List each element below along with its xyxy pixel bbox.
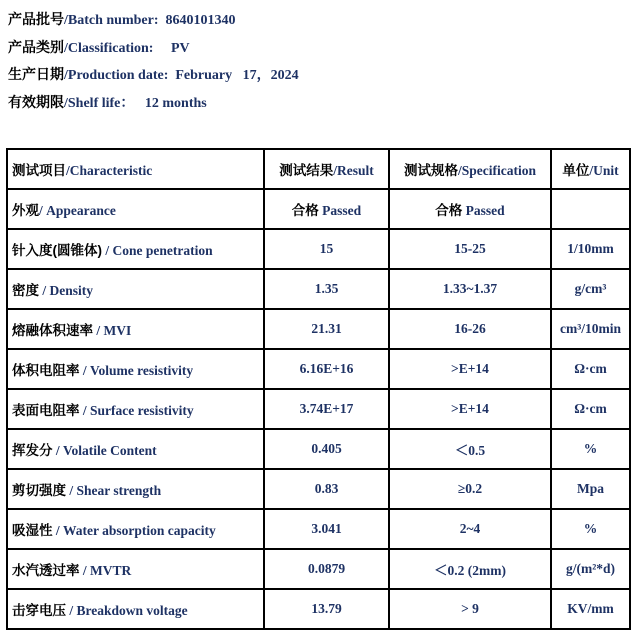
specification-cell [389, 229, 551, 269]
batch-number-line [8, 6, 299, 34]
characteristic-cell [7, 509, 264, 549]
characteristic-en: / Volatile Content [52, 443, 157, 458]
characteristic-zh: 针入度(圆锥体) [12, 243, 102, 258]
specification-cell [389, 389, 551, 429]
characteristic-cell [7, 589, 264, 629]
specification-value: >E+14 [451, 361, 489, 376]
unit-value: cm³/10min [559, 321, 622, 336]
test-results-table [6, 148, 631, 630]
result-value: 15 [319, 241, 334, 256]
unit-value: % [583, 521, 598, 536]
characteristic-zh: 击穿电压 [12, 603, 66, 618]
specification-cell [389, 429, 551, 469]
specification-cell [389, 589, 551, 629]
shelf-life-value: 12 months [144, 95, 207, 111]
unit-cell [551, 589, 630, 629]
characteristic-zh: 外观 [12, 203, 39, 218]
unit-cell [551, 469, 630, 509]
col-header-specification [389, 149, 551, 189]
table-row [7, 389, 630, 429]
col-header-result-zh: 测试结果 [279, 163, 334, 178]
specification-zh: 合格 [435, 203, 463, 218]
production-date-label-en: /Production date: [64, 68, 176, 83]
col-header-characteristic-en: /Characteristic [66, 163, 153, 178]
unit-cell [551, 549, 630, 589]
result-value: 13.79 [311, 601, 342, 616]
result-cell [264, 349, 389, 389]
unit-value: % [583, 441, 598, 456]
characteristic-cell [7, 429, 264, 469]
table-row [7, 429, 630, 469]
characteristic-cell [7, 389, 264, 429]
unit-cell [551, 229, 630, 269]
result-zh: 合格 [291, 203, 319, 218]
specification-value: 16-26 [454, 321, 486, 336]
result-cell [264, 309, 389, 349]
unit-value: g/cm³ [574, 281, 607, 296]
unit-value: g/(m²*d) [565, 561, 616, 576]
characteristic-zh: 表面电阻率 [12, 403, 80, 418]
document-header [8, 6, 299, 116]
production-date-value: February 17，2024 [175, 68, 299, 83]
unit-value: Ω·cm [574, 361, 607, 376]
result-value: 0.0879 [307, 561, 346, 576]
characteristic-zh: 挥发分 [12, 443, 53, 458]
specification-value: 15-25 [454, 241, 486, 256]
specification-cell [389, 309, 551, 349]
result-cell [264, 469, 389, 509]
specification-cell [389, 469, 551, 509]
characteristic-en: / MVI [93, 323, 132, 338]
specification-value: 2~4 [459, 521, 481, 536]
shelf-life-line [8, 89, 299, 117]
characteristic-en: / Surface resistivity [79, 403, 194, 418]
table-row [7, 589, 630, 629]
result-value: 3.041 [311, 521, 342, 536]
table-row [7, 549, 630, 589]
characteristic-zh: 熔融体积速率 [12, 323, 93, 338]
specification-cell [389, 509, 551, 549]
characteristic-cell [7, 189, 264, 229]
specification-value: ≥0.2 [457, 481, 483, 496]
col-header-unit-en: /Unit [589, 163, 619, 178]
shelf-life-label-en: /Shelf life： [64, 95, 145, 111]
specification-cell [389, 349, 551, 389]
batch-number-label-zh: 产品批号 [8, 11, 64, 27]
characteristic-cell [7, 549, 264, 589]
table-row [7, 229, 630, 269]
production-date-label-zh: 生产日期 [8, 66, 64, 82]
production-date-line [8, 61, 299, 89]
unit-cell [551, 349, 630, 389]
table-row [7, 269, 630, 309]
result-cell [264, 429, 389, 469]
result-value: 6.16E+16 [299, 361, 354, 376]
batch-number-value: 8640101340 [165, 13, 236, 28]
col-header-result [264, 149, 389, 189]
result-cell [264, 509, 389, 549]
unit-cell [551, 269, 630, 309]
specification-value: Passed [462, 203, 505, 218]
characteristic-zh: 吸湿性 [12, 523, 53, 538]
result-value: 0.405 [311, 441, 342, 456]
result-cell [264, 269, 389, 309]
result-cell [264, 389, 389, 429]
col-header-unit-zh: 单位 [562, 163, 590, 178]
classification-label-en: /Classification: [64, 40, 171, 56]
specification-cell [389, 269, 551, 309]
unit-cell [551, 189, 630, 229]
table-row [7, 509, 630, 549]
classification-label-zh: 产品类别 [8, 38, 64, 55]
unit-value: Mpa [577, 481, 604, 496]
classification-line [8, 34, 299, 62]
unit-value: Ω·cm [574, 401, 607, 416]
result-value: 3.74E+17 [299, 401, 354, 416]
specification-cell [389, 189, 551, 229]
characteristic-en: / Shear strength [66, 483, 162, 498]
result-value: 21.31 [311, 321, 342, 336]
characteristic-en: / Water absorption capacity [52, 523, 216, 538]
characteristic-en: / MVTR [79, 563, 132, 578]
col-header-specification-zh: 测试规格 [404, 163, 458, 178]
batch-number-label-en: /Batch number: [64, 13, 166, 28]
unit-cell [551, 389, 630, 429]
characteristic-en: / Cone penetration [102, 243, 213, 258]
unit-value: KV/mm [567, 601, 614, 616]
specification-value: >E+14 [451, 401, 489, 416]
table-header-row [7, 149, 630, 189]
characteristic-zh: 水汽透过率 [12, 563, 80, 578]
specification-value: ＜0.2 (2mm) [434, 563, 506, 578]
specification-cell [389, 549, 551, 589]
shelf-life-label-zh: 有效期限 [8, 93, 64, 110]
characteristic-en: / Appearance [39, 203, 116, 218]
table-row [7, 469, 630, 509]
unit-cell [551, 309, 630, 349]
table-row [7, 189, 630, 229]
unit-cell [551, 509, 630, 549]
unit-cell [551, 429, 630, 469]
unit-value: 1/10mm [567, 241, 614, 256]
table-row [7, 349, 630, 389]
result-cell [264, 589, 389, 629]
col-header-result-en: /Result [333, 163, 374, 178]
specification-value: 1.33~1.37 [442, 281, 498, 296]
result-cell [264, 549, 389, 589]
col-header-characteristic [7, 149, 264, 189]
classification-value: PV [170, 40, 190, 56]
characteristic-cell [7, 469, 264, 509]
characteristic-en: / Breakdown voltage [66, 603, 188, 618]
result-value: 1.35 [314, 281, 339, 296]
result-cell [264, 229, 389, 269]
characteristic-zh: 密度 [12, 283, 39, 298]
specification-value: ＜0.5 [454, 443, 486, 458]
characteristic-cell [7, 229, 264, 269]
result-value: Passed [318, 203, 362, 218]
characteristic-cell [7, 349, 264, 389]
result-value: 0.83 [314, 481, 339, 496]
specification-value: > 9 [461, 601, 479, 616]
col-header-specification-en: /Specification [458, 163, 536, 178]
table-row [7, 309, 630, 349]
result-cell [264, 189, 389, 229]
col-header-characteristic-zh: 测试项目 [12, 163, 66, 178]
characteristic-zh: 体积电阻率 [12, 363, 80, 378]
col-header-unit [551, 149, 630, 189]
characteristic-en: / Volume resistivity [79, 363, 194, 378]
characteristic-en: / Density [39, 283, 93, 298]
characteristic-cell [7, 309, 264, 349]
characteristic-cell [7, 269, 264, 309]
characteristic-zh: 剪切强度 [12, 483, 66, 498]
